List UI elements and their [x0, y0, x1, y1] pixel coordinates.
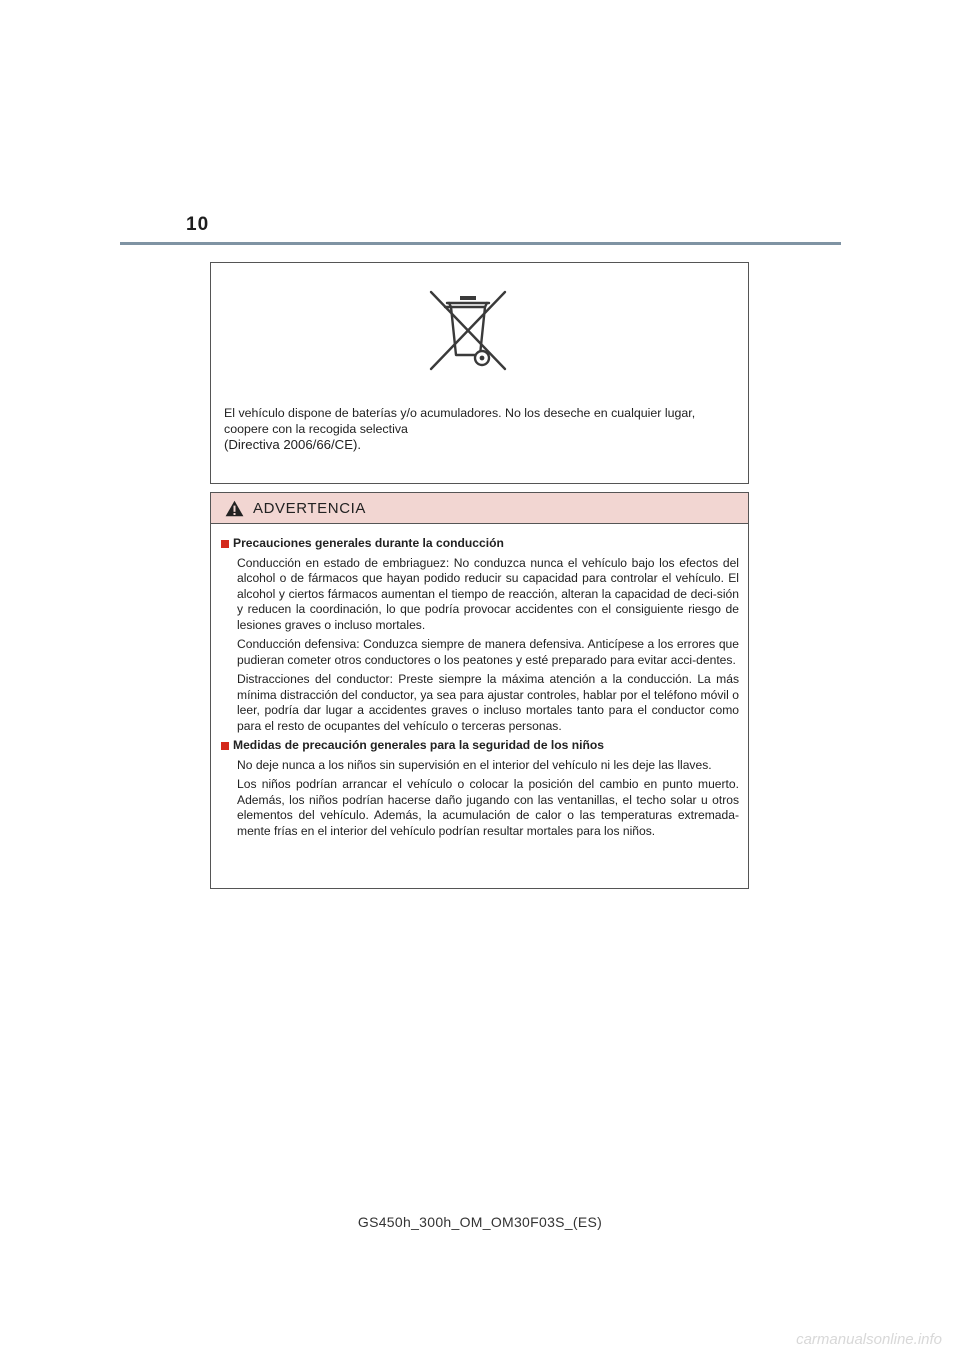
section-heading-text: Medidas de precaución generales para la seguridad de los niños	[233, 738, 604, 752]
warning-paragraph: Distracciones del conductor: Preste siempre la máxima atención a la conducción. La más mínima distracción del conductor, ya sea para ajustar controles, hablar por el teléfono móvil o leer, podría dar lugar a accidentes graves o incluso mortales tanto para el conductor como para el resto de ocupantes del vehículo o terceras personas.	[237, 672, 739, 733]
warning-section-driving	[221, 536, 739, 734]
warning-paragraph: Conducción en estado de embriaguez: No conduzca nunca el vehículo bajo los efectos del alcohol o de fármacos que hayan podido reducir su capacidad para controlar el vehículo. El alcohol y ciertos fármacos aumentan el tiempo de reacción, alteran la capacidad de deci-sión y reducen la coordinación, lo que podría provocar accidentes con el consiguiente riesgo de lesiones graves o incluso mortales.	[237, 555, 739, 632]
document-code-footer: GS450h_300h_OM_OM30F03S_(ES)	[357, 1214, 603, 1230]
square-bullet-icon	[221, 742, 229, 750]
crossed-out-wheelie-bin-icon	[427, 289, 509, 373]
section-heading-text: Precauciones generales durante la conducción	[233, 536, 504, 550]
header-rule	[120, 242, 841, 245]
warning-body	[211, 524, 748, 839]
warning-triangle-icon	[225, 500, 244, 517]
recycling-notice-line: El vehículo dispone de baterías y/o acumuladores. No los deseche en cualquier lugar,	[224, 406, 696, 420]
section-heading	[221, 738, 739, 754]
square-bullet-icon	[221, 540, 229, 548]
page-number: 10	[186, 214, 210, 235]
warning-title: ADVERTENCIA	[253, 499, 367, 517]
watermark: carmanualsonline.info	[796, 1331, 942, 1348]
recycling-notice-line: coopere con la recogida selectiva	[224, 421, 408, 436]
warning-box	[210, 492, 749, 889]
warning-section-children	[221, 738, 739, 839]
recycling-notice-box	[210, 262, 749, 484]
recycling-directive: (Directiva 2006/66/CE).	[224, 437, 362, 452]
warning-paragraph: Los niños podrían arrancar el vehículo o colocar la posición del cambio en punto muerto. Además, los niños podrían hacerse daño jugando con las ventanillas, el techo solar u otros elementos del vehículo. Además, la acumulación de calor o las temperaturas extremada-mente frías en el interior del vehículo podrían resultar mortales para los niños.	[237, 777, 739, 838]
section-heading	[221, 536, 739, 552]
warning-header	[211, 493, 748, 524]
recycling-notice-text	[224, 406, 734, 453]
warning-paragraph: Conducción defensiva: Conduzca siempre de manera defensiva. Anticípese a los errores que pudieran cometer otros conductores o los peatones y esté preparado para evitar acci-dentes.	[237, 637, 739, 667]
warning-paragraph: No deje nunca a los niños sin supervisión en el interior del vehículo ni les deje las llaves.	[237, 757, 712, 772]
